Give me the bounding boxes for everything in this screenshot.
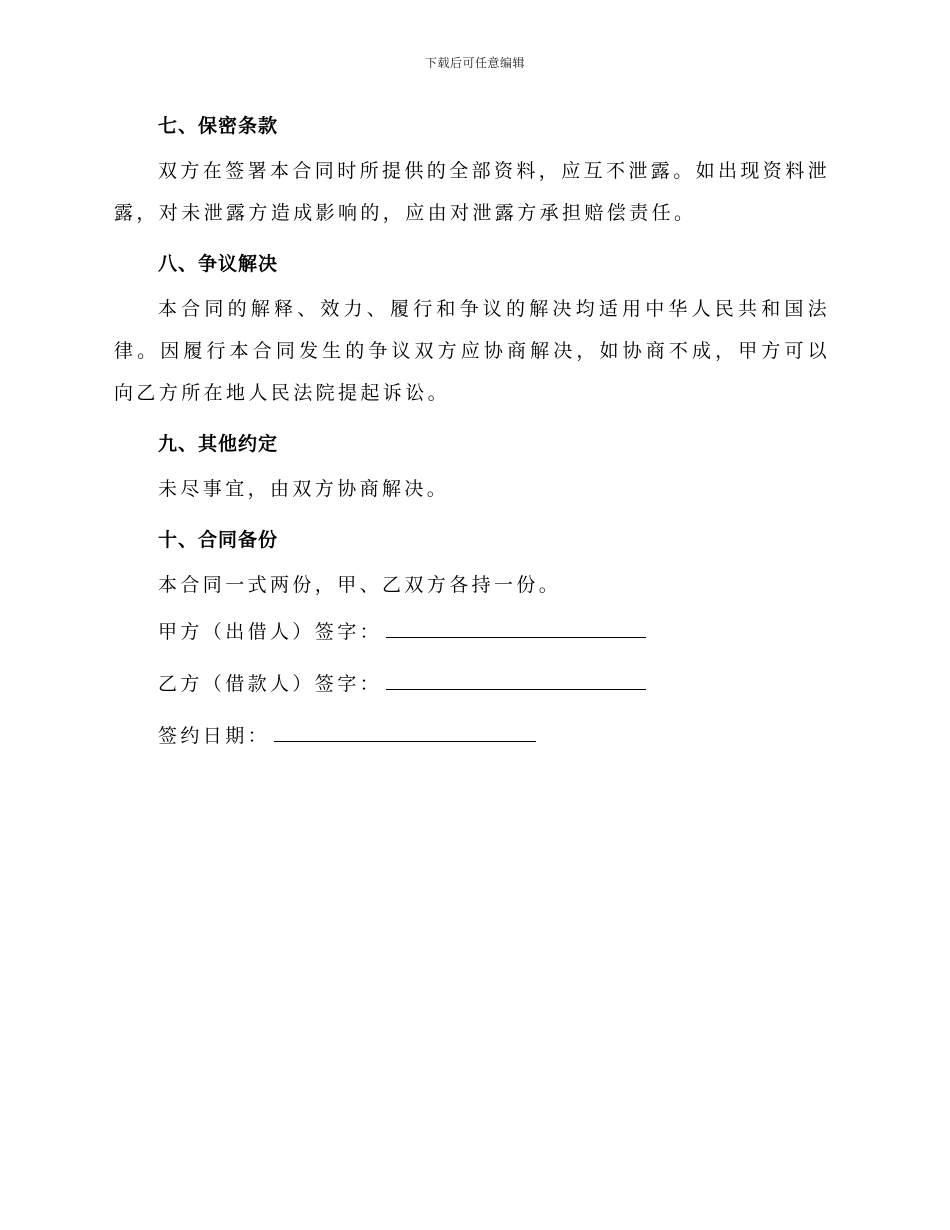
- section-paragraph-dispute: 本合同的解释、效力、履行和争议的解决均适用中华人民共和国法律。因履行本合同发生的争议双方应协商解决，如协商不成，甲方可以向乙方所在地人民法院提起诉讼。: [114, 298, 830, 404]
- signature-label-lender: 甲方（出借人）签字：: [158, 621, 383, 643]
- signature-line-borrower: [114, 658, 830, 710]
- section-heading-dispute: 八、争议解决: [158, 253, 279, 275]
- page-header-note: 下载后可任意编辑: [424, 56, 525, 70]
- signature-label-date: 签约日期：: [158, 725, 271, 747]
- signature-blank-borrower[interactable]: [386, 669, 646, 690]
- section-heading-backup: 十、合同备份: [158, 529, 279, 551]
- document-body: [114, 110, 830, 762]
- section-heading-confidentiality: 七、保密条款: [158, 115, 279, 137]
- section-paragraph-other: 未尽事宜，由双方协商解决。: [158, 478, 450, 500]
- signature-blank-date[interactable]: [274, 721, 536, 742]
- section-paragraph-confidentiality: 双方在签署本合同时所提供的全部资料，应互不泄露。如出现资料泄露，对未泄露方造成影响的，应由对泄露方承担赔偿责任。: [114, 160, 831, 224]
- signature-line-date: [114, 710, 830, 762]
- section-paragraph-backup: 本合同一式两份，甲、乙双方各持一份。: [158, 574, 562, 596]
- signature-line-lender: [114, 606, 830, 658]
- signature-blank-lender[interactable]: [386, 617, 646, 638]
- section-heading-other: 九、其他约定: [158, 433, 279, 455]
- signature-label-borrower: 乙方（借款人）签字：: [158, 673, 383, 695]
